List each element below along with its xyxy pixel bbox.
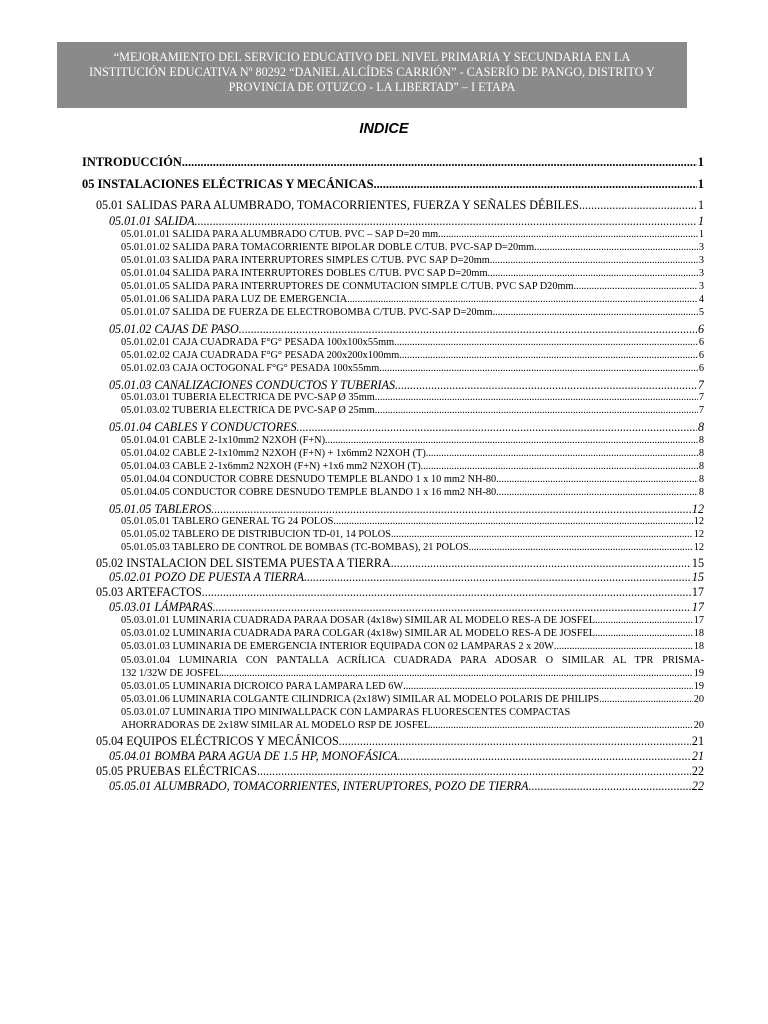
- page-number: 8: [697, 420, 704, 434]
- page-number: 17: [691, 585, 704, 599]
- dot-leader: [211, 502, 691, 517]
- toc-entry-05-05[interactable]: 05.05 PRUEBAS ELÉCTRICAS ..... 22: [96, 764, 704, 779]
- toc-entry-05-01-01-05[interactable]: 05.01.01.05 SALIDA PARA INTERRUPTORES DE CONMUTACIÓN SIMPLE C/TUB. PVC SAP D20mm ..... 3: [121, 281, 704, 294]
- dot-leader: [333, 516, 692, 527]
- dot-leader: [487, 268, 697, 279]
- dot-leader: [373, 177, 696, 192]
- dot-leader: [398, 749, 691, 764]
- page-number: 20: [693, 694, 704, 705]
- toc-entry-05-01-04[interactable]: 05.01.04 CABLES Y CONDUCTORES ..... 8: [109, 420, 704, 435]
- dot-leader: [599, 694, 693, 705]
- page-number: 18: [693, 641, 704, 652]
- page-number: 1: [697, 214, 704, 228]
- page-number: 4: [698, 294, 704, 305]
- dot-leader: [426, 448, 698, 459]
- toc-entry-05-04-01[interactable]: 05.04.01 BOMBA PARA AGUA DE 1.5 HP, MONOFÁSICA ..... 21: [109, 749, 704, 764]
- page-number: 6: [697, 322, 704, 336]
- toc-entry-05-02[interactable]: 05.02 INSTALACION DEL SISTEMA PUESTA A TIERRA ..... 15: [96, 556, 704, 571]
- page-number: 6: [698, 337, 704, 348]
- toc-entry-05-01-03-02[interactable]: 05.01.03.02 TUBERIA ELECTRICA DE PVC-SAP Ø 25mm ..... 7: [121, 405, 704, 418]
- toc-entry-05-02-01[interactable]: 05.02.01 POZO DE PUESTA A TIERRA ..... 15: [109, 570, 704, 585]
- entry-label-line-1: 05.03.01.04 LUMINARIA CON PANTALLA ACRÍLICA CUADRADA PARA ADOSAR O SIMILAR AL TPR PRISMA-: [121, 655, 704, 666]
- dot-leader: [595, 628, 693, 639]
- page-number: 8: [698, 435, 704, 446]
- toc-entry-05-01-02[interactable]: 05.01.02 CAJAS DE PASO ..... 6: [109, 322, 704, 337]
- page-number: 6: [698, 350, 704, 361]
- page-number: 1: [697, 155, 704, 169]
- project-title-line-2: INSTITUCIÓN EDUCATIVA Nº 80292 “DANIEL ALCÍDES CARRIÓN” - CASERÍO DE PANGO, DISTRITO Y: [89, 65, 655, 79]
- page-number: 6: [698, 363, 704, 374]
- entry-continuation: AHORRADORAS DE 2x18W SIMILAR AL MODELO RSP DE JOSFEL ..... 20: [121, 720, 704, 733]
- page-number: 3: [698, 255, 704, 266]
- toc-entry-05-01-04-02[interactable]: 05.01.04.02 CABLE 2-1x10mm2 N2XOH (F+N) + 1x6mm2 N2XOH (T) ..... 8: [121, 448, 704, 461]
- dot-leader: [394, 337, 698, 348]
- page-number: 19: [693, 668, 704, 679]
- dot-leader: [493, 307, 698, 318]
- dot-leader: [391, 529, 693, 540]
- page-number: 15: [691, 570, 704, 584]
- dot-leader: [529, 779, 691, 794]
- dot-leader: [421, 461, 698, 472]
- toc-entry-05-04[interactable]: 05.04 EQUIPOS ELÉCTRICOS Y MECÁNICOS ..... 21: [96, 734, 704, 749]
- dot-leader: [438, 229, 698, 240]
- dot-leader: [297, 420, 697, 435]
- entry-label-line-1: 05.03.01.07 LUMINARIA TIPO MINIWALLPACK CON LAMPARAS FLUORESCENTES COMPACTAS: [121, 707, 571, 718]
- toc-entry-05-01-01-07[interactable]: 05.01.01.07 SALIDA DE FUERZA DE ELECTROBOMBA C/TUB. PVC-SAP D=20mm ..... 5: [121, 307, 704, 320]
- toc-entry-05-01[interactable]: 05.01 SALIDAS PARA ALUMBRADO, TOMACORRIENTES, FUERZA Y SEÑALES DÉBILES ..... 1: [96, 198, 704, 213]
- dot-leader: [595, 615, 693, 626]
- toc-entry-05-01-05-01[interactable]: 05.01.05.01 TABLERO GENERAL TG 24 POLOS ..... 12: [121, 516, 704, 529]
- page-number: 1: [697, 198, 704, 212]
- page-number: 1: [698, 229, 704, 240]
- dot-leader: [574, 281, 698, 292]
- toc-entry-05-01-02-03[interactable]: 05.01.02.03 CAJA OCTOGONAL F°G° PESADA 100x55mm ..... 6: [121, 363, 704, 376]
- page-number: 12: [691, 502, 704, 516]
- page-number: 3: [698, 268, 704, 279]
- dot-leader: [375, 392, 698, 403]
- dot-leader: [399, 350, 698, 361]
- toc-entry-05-01-02-02[interactable]: 05.01.02.02 CAJA CUADRADA F°G° PESADA 200x200x100mm ..... 6: [121, 350, 704, 363]
- dot-leader: [195, 214, 697, 229]
- toc-entry-05-01-02-01[interactable]: 05.01.02.01 CAJA CUADRADA F°G° PESADA 100x100x55mm ..... 6: [121, 337, 704, 350]
- toc-entry-05-03-01[interactable]: 05.03.01 LÁMPARAS ..... 17: [109, 600, 704, 615]
- dot-leader: [403, 681, 693, 692]
- toc-entry-05-01-05[interactable]: 05.01.05 TABLEROS ..... 12: [109, 502, 704, 517]
- page-number: 22: [691, 764, 704, 778]
- toc-entry-05-01-03[interactable]: 05.01.03 CANALIZACIONES CONDUCTOS Y TUBERIAS ..... 7: [109, 378, 704, 393]
- toc-entry-05-01-01-03[interactable]: 05.01.01.03 SALIDA PARA INTERRUPTORES SIMPLES C/TUB. PVC SAP D=20mm ..... 3: [121, 255, 704, 268]
- page-number: 8: [698, 448, 704, 459]
- dot-leader: [430, 720, 693, 731]
- toc-entry-05-03-01-02[interactable]: 05.03.01.02 LUMINARIA CUADRADA PARA COLGAR (4x18w) SIMILAR AL MODELO RES-A DE JOSFEL ..... 18: [121, 628, 704, 641]
- page-number: 21: [691, 749, 704, 763]
- dot-leader: [339, 734, 691, 749]
- toc-entry-05-01-04-04[interactable]: 05.01.04.04 CONDUCTOR COBRE DESNUDO TEMPLE BLANDO 1 x 10 mm2 NH-80 ..... 8: [121, 474, 704, 487]
- toc-entry-05[interactable]: 05 INSTALACIONES ELÉCTRICAS Y MECÁNICAS ..... 1: [82, 177, 704, 193]
- page-number: 12: [693, 516, 704, 527]
- toc-entry-05-03-01-05[interactable]: 05.03.01.05 LUMINARIA DICROICO PARA LAMPARA LED 6W ..... 19: [121, 681, 704, 694]
- dot-leader: [375, 405, 698, 416]
- page-number: 12: [693, 529, 704, 540]
- page-number: 15: [691, 556, 704, 570]
- dot-leader: [257, 764, 691, 779]
- page-number: 17: [693, 615, 704, 626]
- dot-leader: [469, 542, 693, 553]
- toc-entry-05-01-04-03[interactable]: 05.01.04.03 CABLE 2-1x6mm2 N2XOH (F+N) +1x6 mm2 N2XOH (T) ..... 8: [121, 461, 704, 474]
- dot-leader: [391, 556, 691, 571]
- page-number: 8: [698, 487, 704, 498]
- toc-entry-05-01-03-01[interactable]: 05.01.03.01 TUBERIA ELECTRICA DE PVC-SAP Ø 35mm ..... 7: [121, 392, 704, 405]
- dot-leader: [496, 474, 698, 485]
- page-number: 19: [693, 681, 704, 692]
- toc-entry-05-01-05-03[interactable]: 05.01.05.03 TABLERO DE CONTROL DE BOMBAS (TC-BOMBAS), 21 POLOS ..... 12: [121, 542, 704, 555]
- toc-entry-05-03-01-03[interactable]: 05.03.01.03 LUMINARIA DE EMERGENCIA INTERIOR EQUIPADA CON 02 LAMPARAS 2 x 20W ..... 18: [121, 641, 704, 654]
- dot-leader: [347, 294, 698, 305]
- dot-leader: [304, 570, 691, 585]
- page-number: 5: [698, 307, 704, 318]
- toc-entry-05-01-01-06[interactable]: 05.01.01.06 SALIDA PARA LUZ DE EMERGENCIA ..... 4: [121, 294, 704, 307]
- toc-entry-05-01-01[interactable]: 05.01.01 SALIDA ..... 1: [109, 214, 704, 229]
- page-number: 7: [697, 378, 704, 392]
- page-number: 8: [698, 461, 704, 472]
- dot-leader: [534, 242, 698, 253]
- toc-entry-05-01-05-02[interactable]: 05.01.05.02 TABLERO DE DISTRIBUCIÓN TD-01, 14 POLOS ..... 12: [121, 529, 704, 542]
- index-title: INDICE: [359, 121, 409, 137]
- entry-continuation: 132 1/32W DE JOSFEL ..... 19: [121, 668, 704, 681]
- toc-entry-05-03-01-07[interactable]: [121, 707, 704, 733]
- page-number: 20: [693, 720, 704, 731]
- dot-leader: [221, 668, 692, 679]
- dot-leader: [182, 155, 697, 170]
- page-number: 12: [693, 542, 704, 553]
- page-number: 3: [698, 242, 704, 253]
- page-number: 8: [698, 474, 704, 485]
- toc-entry-05-01-04-05[interactable]: 05.01.04.05 CONDUCTOR COBRE DESNUDO TEMPLE BLANDO 1 x 16 mm2 NH-80 ..... 8: [121, 487, 704, 500]
- dot-leader: [379, 363, 698, 374]
- dot-leader: [579, 198, 697, 213]
- toc-entry-05-01-01-04[interactable]: 05.01.01.04 SALIDA PARA INTERRUPTORES DOBLES C/TUB. PVC SAP D=20mm ..... 3: [121, 268, 704, 281]
- dot-leader: [554, 641, 693, 652]
- page-number: 3: [698, 281, 704, 292]
- project-title-line-3: PROVINCIA DE OTUZCO - LA LIBERTAD” – I ETAPA: [228, 80, 516, 94]
- toc-entry-05-01-01-01[interactable]: 05.01.01.01 SALIDA PARA ALUMBRADO C/TUB. PVC – SAP D=20 mm ..... 1: [121, 229, 704, 242]
- dot-leader: [325, 435, 698, 446]
- dot-leader: [395, 378, 697, 393]
- project-title-banner: [57, 42, 687, 108]
- dot-leader: [213, 600, 691, 615]
- toc-entry-05-03[interactable]: 05.03 ARTEFACTOS ..... 17: [96, 585, 704, 600]
- dot-leader: [239, 322, 697, 337]
- toc-entry-05-03-01-04[interactable]: [121, 655, 704, 681]
- page-number: 21: [691, 734, 704, 748]
- project-title-line-1: “MEJORAMIENTO DEL SERVICIO EDUCATIVO DEL NIVEL PRIMARIA Y SECUNDARIA EN LA: [113, 50, 631, 64]
- page-number: 7: [698, 392, 704, 403]
- page-number: 17: [691, 600, 704, 614]
- page-number: 18: [693, 628, 704, 639]
- toc-entry-05-03-01-06[interactable]: 05.03.01.06 LUMINARIA COLGANTE CILINDRICA (2x18W) SIMILAR AL MODELO POLARIS DE PHILIPS ..... 20: [121, 694, 704, 707]
- page-number: 22: [691, 779, 704, 793]
- toc-entry-introduccion[interactable]: INTRODUCCIÓN ..... 1: [82, 155, 704, 171]
- toc-entry-05-01-04-01[interactable]: 05.01.04.01 CABLE 2-1x10mm2 N2XOH (F+N) ..... 8: [121, 435, 704, 448]
- page-number: 1: [697, 177, 704, 191]
- dot-leader: [202, 585, 691, 600]
- toc-entry-05-01-01-02[interactable]: 05.01.01.02 SALIDA PARA TOMACORRIENTE BIPOLAR DOBLE C/TUB. PVC-SAP D=20mm ..... 3: [121, 242, 704, 255]
- toc-entry-05-05-01[interactable]: 05.05.01 ALUMBRADO, TOMACORRIENTES, INTERUPTORES, POZO DE TIERRA ..... 22: [109, 779, 704, 794]
- page-number: 7: [698, 405, 704, 416]
- dot-leader: [490, 255, 698, 266]
- toc-entry-05-03-01-01[interactable]: 05.03.01.01 LUMINARIA CUADRADA PARAA DOSAR (4x18w) SIMILAR AL MODELO RES-A DE JOSFEL ..... 17: [121, 615, 704, 628]
- dot-leader: [496, 487, 698, 498]
